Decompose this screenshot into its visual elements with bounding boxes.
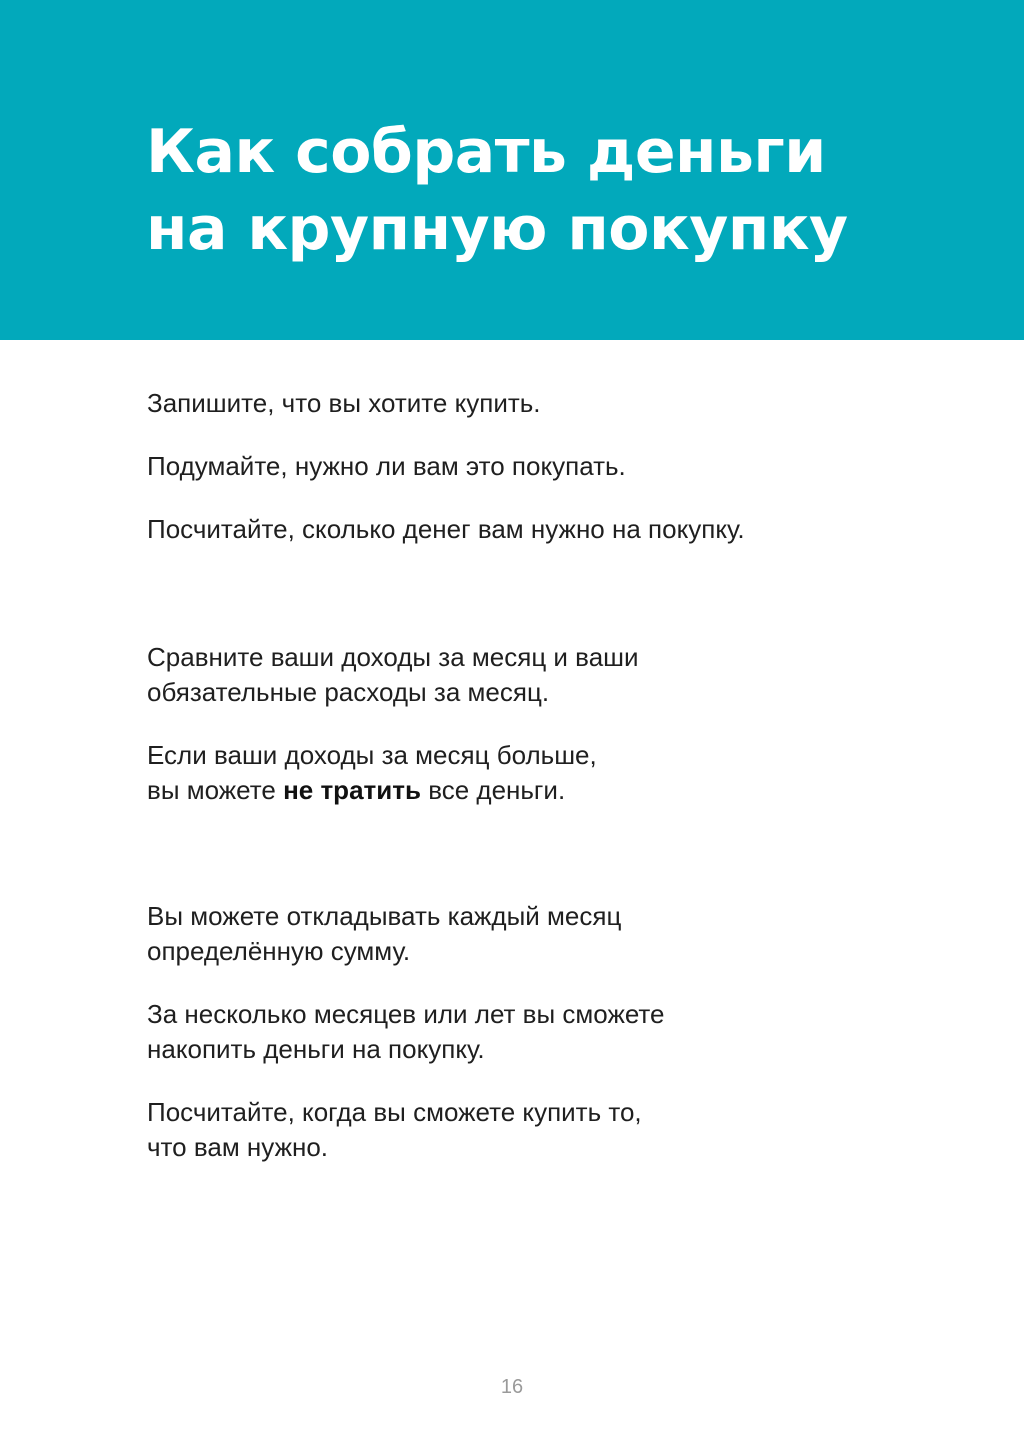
page-title	[146, 114, 848, 268]
text-after-bold: все деньги.	[420, 775, 566, 805]
paragraph-think: Подумайте, нужно ли вам это покупать.	[147, 451, 626, 481]
paragraph-compare	[147, 640, 639, 710]
paragraph-calculate-cost: Посчитайте, сколько денег вам нужно на покупку.	[147, 514, 745, 544]
paragraph-when-buy-line-1: Посчитайте, когда вы сможете купить то,	[147, 1097, 642, 1127]
paragraph-income-more	[147, 738, 597, 808]
paragraph-income-more-line-1: Если ваши доходы за месяц больше,	[147, 740, 597, 770]
paragraph-write-down: Запишите, что вы хотите купить.	[147, 388, 541, 418]
page-title-line-1: Как собрать деньги	[146, 117, 826, 187]
paragraph-accumulate	[147, 997, 665, 1067]
paragraph-accumulate-line-2: накопить деньги на покупку.	[147, 1034, 485, 1064]
paragraph-save-monthly	[147, 899, 621, 969]
text-before-bold: вы можете	[147, 775, 284, 805]
paragraph-income-more-line-2	[147, 773, 597, 808]
paragraph-save-monthly-line-2: определённую сумму.	[147, 936, 411, 966]
paragraph-compare-line-2: обязательные расходы за месяц.	[147, 677, 550, 707]
paragraph-when-buy	[147, 1095, 642, 1165]
paragraph-save-monthly-line-1: Вы можете откладывать каждый месяц	[147, 901, 622, 931]
emphasis-not-spend: не тратить	[283, 775, 421, 805]
page-number: 16	[500, 1376, 524, 1398]
paragraph-compare-line-1: Сравните ваши доходы за месяц и ваши	[147, 642, 639, 672]
header-banner	[0, 0, 1024, 340]
page-title-line-2: на крупную покупку	[146, 194, 848, 264]
paragraph-when-buy-line-2: что вам нужно.	[147, 1132, 329, 1162]
paragraph-accumulate-line-1: За несколько месяцев или лет вы сможете	[147, 999, 665, 1029]
